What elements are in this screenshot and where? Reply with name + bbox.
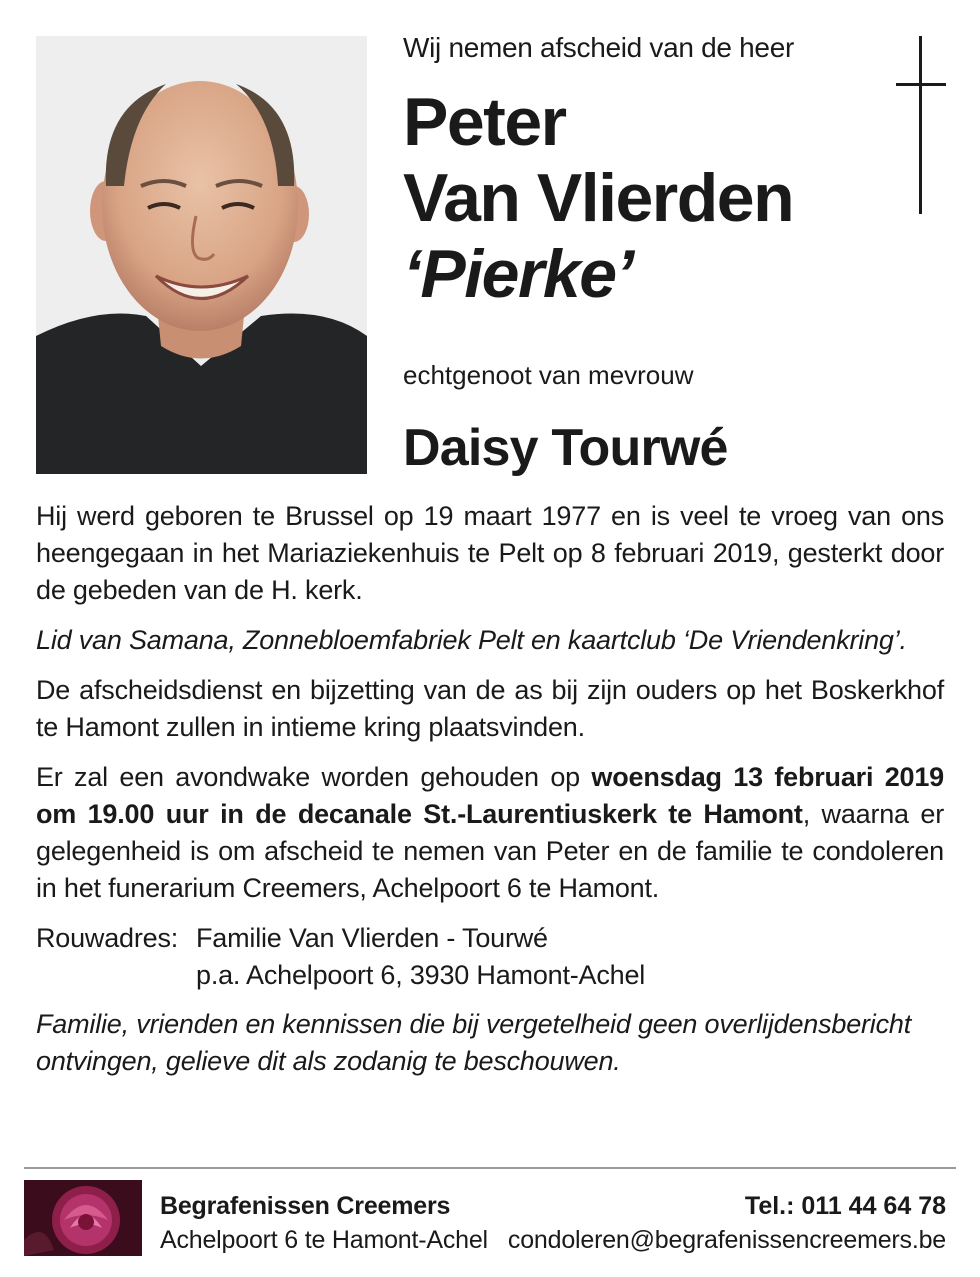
funeral-company-address: Achelpoort 6 te Hamont-Achel [160, 1226, 488, 1254]
nickname: ‘Pierke’ [403, 236, 633, 312]
first-name: Peter [403, 84, 566, 160]
rose-icon [24, 1180, 142, 1256]
wake-text-end: , waarna er gelegenheid is om afscheid te nemen van Peter en de familie te condoleren in het funerarium Creemers, Achelpoort 6 te Hamont. [36, 799, 944, 903]
spouse-name: Daisy Tourwé [403, 419, 728, 477]
spouse-intro: echtgenoot van mevrouw [403, 360, 694, 390]
address-line-2: p.a. Achelpoort 6, 3930 Hamont-Achel [196, 960, 646, 990]
farewell-intro: Wij nemen afscheid van de heer [403, 32, 794, 63]
footer-divider [24, 1167, 956, 1169]
address-label: Rouwadres: [36, 923, 179, 953]
funeral-company-name: Begrafenissen Creemers [160, 1192, 451, 1220]
portrait-illustration [36, 36, 367, 474]
ceremony-paragraph: De afscheidsdienst en bijzetting van de as bij zijn ouders op het Boskerkhof te Hamont zullen in intieme kring plaatsvinden. [36, 675, 944, 742]
wake-date-location: woensdag 13 februari 2019 om 19.00 uur in de decanale St.-Laurentiuskerk te Hamont [36, 762, 944, 829]
funeral-phone: Tel.: 011 44 64 78 [744, 1192, 946, 1220]
closing-note: Familie, vrienden en kennissen die bij vergetelheid geen overlijdensbericht ontvingen, gelieve dit als zodanig te beschouwen. [36, 1009, 912, 1076]
memberships-paragraph: Lid van Samana, Zonnebloemfabriek Pelt en kaartclub ‘De Vriendenkring’. [36, 625, 907, 655]
cross-icon [896, 36, 946, 214]
last-name: Van Vlierden [403, 160, 794, 236]
birth-death-paragraph: Hij werd geboren te Brussel op 19 maart 1977 en is veel te vroeg van ons heengegaan in het Mariaziekenhuis te Pelt op 8 februari 2019, gesterkt door de gebeden van de H. kerk. [36, 501, 944, 605]
address-line-1: Familie Van Vlierden - Tourwé [196, 923, 548, 953]
wake-text-start: Er zal een avondwake worden gehouden op [36, 762, 592, 792]
mourning-address [36, 920, 944, 994]
rose-image [24, 1180, 142, 1256]
wake-paragraph [36, 759, 944, 907]
deceased-name [403, 84, 883, 312]
announcement-body [36, 498, 944, 1093]
portrait-photo [36, 36, 367, 474]
funeral-email[interactable]: condoleren@begrafenissencreemers.be [507, 1226, 946, 1254]
